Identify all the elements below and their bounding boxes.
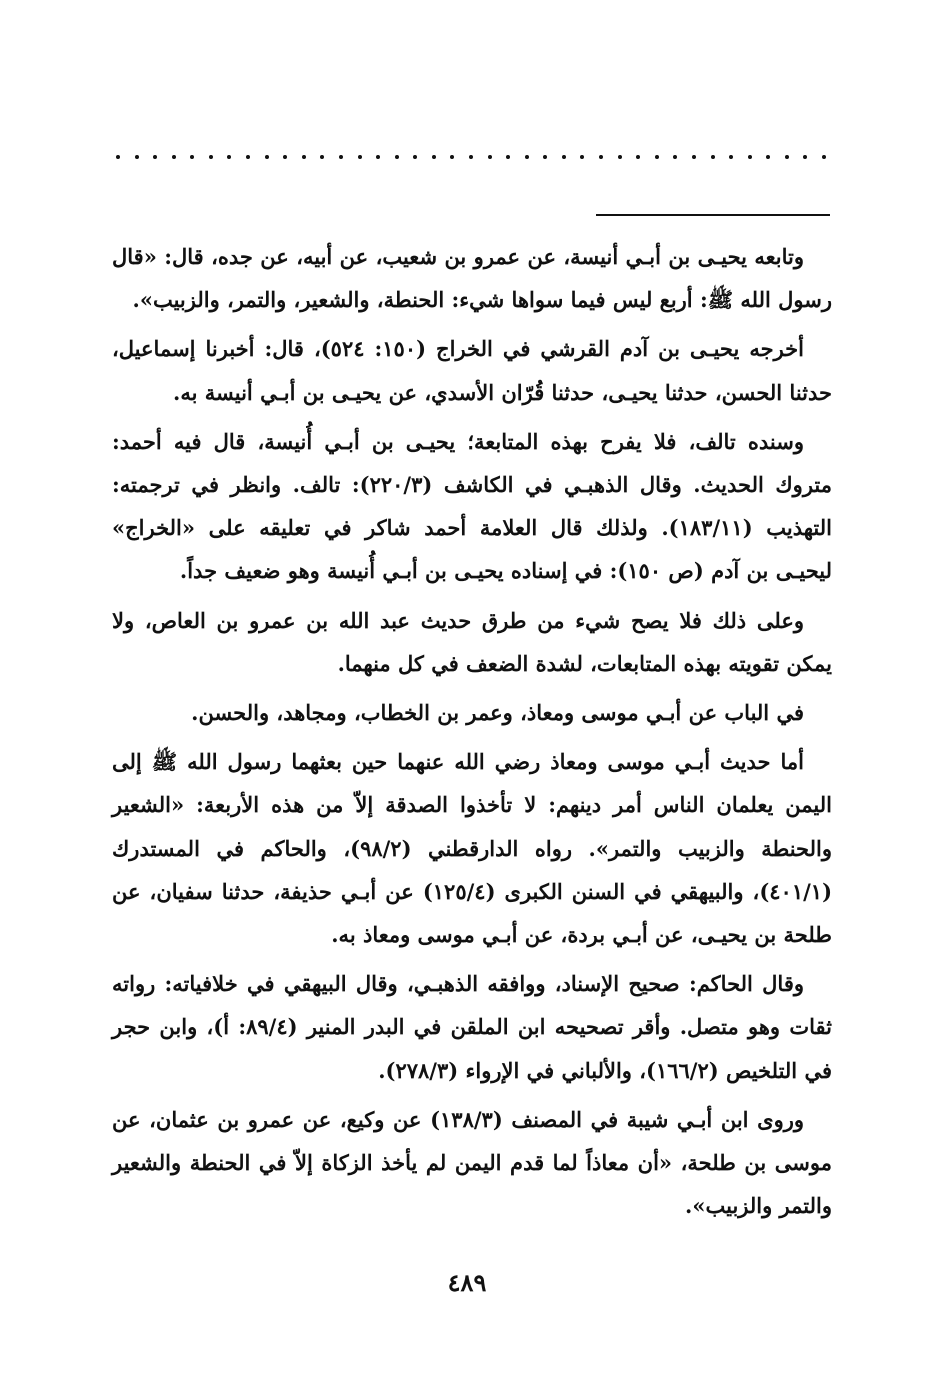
paragraph: أخرجه يحيـى بن آدم القرشي في الخراج (١٥٠: ٥٢٤)، قال: أخبرنا إسماعيل، حدثنا الحسن، حدثنا يحيـى، حدثنا قُرّان الأسدي، عن يحيـى بن أبـي أنيسة به.: [112, 336, 832, 405]
separator-dot: [135, 155, 139, 159]
dotted-separator: [116, 150, 826, 164]
separator-dot: [673, 155, 677, 159]
separator-dot: [822, 155, 826, 159]
separator-dot: [413, 155, 417, 159]
separator-dot: [376, 155, 380, 159]
separator-dot: [692, 155, 696, 159]
separator-dot: [283, 155, 287, 159]
separator-dot: [562, 155, 566, 159]
separator-dot: [190, 155, 194, 159]
separator-dot: [766, 155, 770, 159]
separator-dot: [803, 155, 807, 159]
paragraph: أما حديث أبـي موسى ومعاذ رضي الله عنهما حين بعثهما رسول الله ﷺ إلى اليمن يعلمان الناس أمر دينهم: لا تأخذوا الصدقة إلاّ من هذه الأربعة: «الشعير والحنطة والزبيب والتمر». رواه الدارقطني (٩٨/٢)، والحاكم في المستدرك (٤٠١/١)، والبيهقي في السنن الكبرى (١٢٥/٤) عن أبـي حذيفة، حدثنا سفيان، عن طلحة بن يحيـى، عن أبـي بردة، عن أبـي موسى ومعاذ به.: [112, 749, 832, 948]
separator-dot: [469, 155, 473, 159]
separator-dot: [395, 155, 399, 159]
separator-dot: [618, 155, 622, 159]
separator-dot: [227, 155, 231, 159]
separator-dot: [450, 155, 454, 159]
separator-dot: [432, 155, 436, 159]
separator-dot: [246, 155, 250, 159]
separator-dot: [153, 155, 157, 159]
separator-dot: [711, 155, 715, 159]
paragraph: في الباب عن أبـي موسى ومعاذ، وعمر بن الخطاب، ومجاهد، والحسن.: [191, 700, 804, 726]
separator-dot: [506, 155, 510, 159]
page-number: ٤٨٩: [447, 1268, 487, 1297]
paragraph: وسنده تالف، فلا يفرح بهذه المتابعة؛ يحيـى بن أبـي أُنيسة، قال فيه أحمد: متروك الحديث. وقال الذهبـي في الكاشف (٢٢٠/٣): تالف. وانظر في ترجمته: التهذيب (١٨٣/١١). ولذلك قال العلامة أحمد شاكر في تعليقه على «الخراج» ليحيـى بن آدم (ص ١٥٠): في إسناده يحيـى بن أبـي أُنيسة وهو ضعيف جداً.: [112, 428, 832, 584]
separator-dot: [209, 155, 213, 159]
separator-dot: [358, 155, 362, 159]
separator-dot: [302, 155, 306, 159]
paragraph: وتابعه يحيـى بن أبـي أنيسة، عن عمرو بن شعيب، عن أبيه، عن جده، قال: «قال رسول الله ﷺ: أربع ليس فيما سواها شيء: الحنطة، والشعير، والتمر، والزبيب».: [112, 244, 832, 313]
separator-dot: [488, 155, 492, 159]
paragraph: وروى ابن أبـي شيبة في المصنف (١٣٨/٣) عن وكيع، عن عمرو بن عثمان، عن موسى بن طلحة، «أن معاذاً لما قدم اليمن لم يأخذ الزكاة إلاّ في الحنطة والشعير والتمر والزبيب».: [112, 1106, 832, 1219]
separator-dot: [320, 155, 324, 159]
separator-dot: [339, 155, 343, 159]
separator-dot: [729, 155, 733, 159]
paragraph: وعلى ذلك فلا يصح شيء من طرق حديث عبد الله بن عمرو بن العاص، ولا يمكن تقويته بهذه المتابعات، لشدة الضعف في كل منهما.: [112, 607, 832, 676]
separator-dot: [748, 155, 752, 159]
separator-dot: [655, 155, 659, 159]
paragraph: وقال الحاكم: صحيح الإسناد، ووافقه الذهبـي، وقال البيهقي في خلافياته: رواته ثقات وهو متصل. وأقر تصحيحه ابن الملقن في البدر المنير (٨٩/٤: أ)، وابن حجر في التلخيص (١٦٦/٢)، والألباني في الإرواء (٢٧٨/٣).: [112, 971, 832, 1083]
separator-dot: [265, 155, 269, 159]
separator-dot: [172, 155, 176, 159]
separator-dot: [116, 155, 120, 159]
separator-dot: [599, 155, 603, 159]
separator-dot: [785, 155, 789, 159]
footnote-text: [112, 235, 832, 1233]
footnote-rule: [596, 214, 830, 216]
separator-dot: [543, 155, 547, 159]
separator-dot: [580, 155, 584, 159]
separator-dot: [525, 155, 529, 159]
separator-dot: [636, 155, 640, 159]
